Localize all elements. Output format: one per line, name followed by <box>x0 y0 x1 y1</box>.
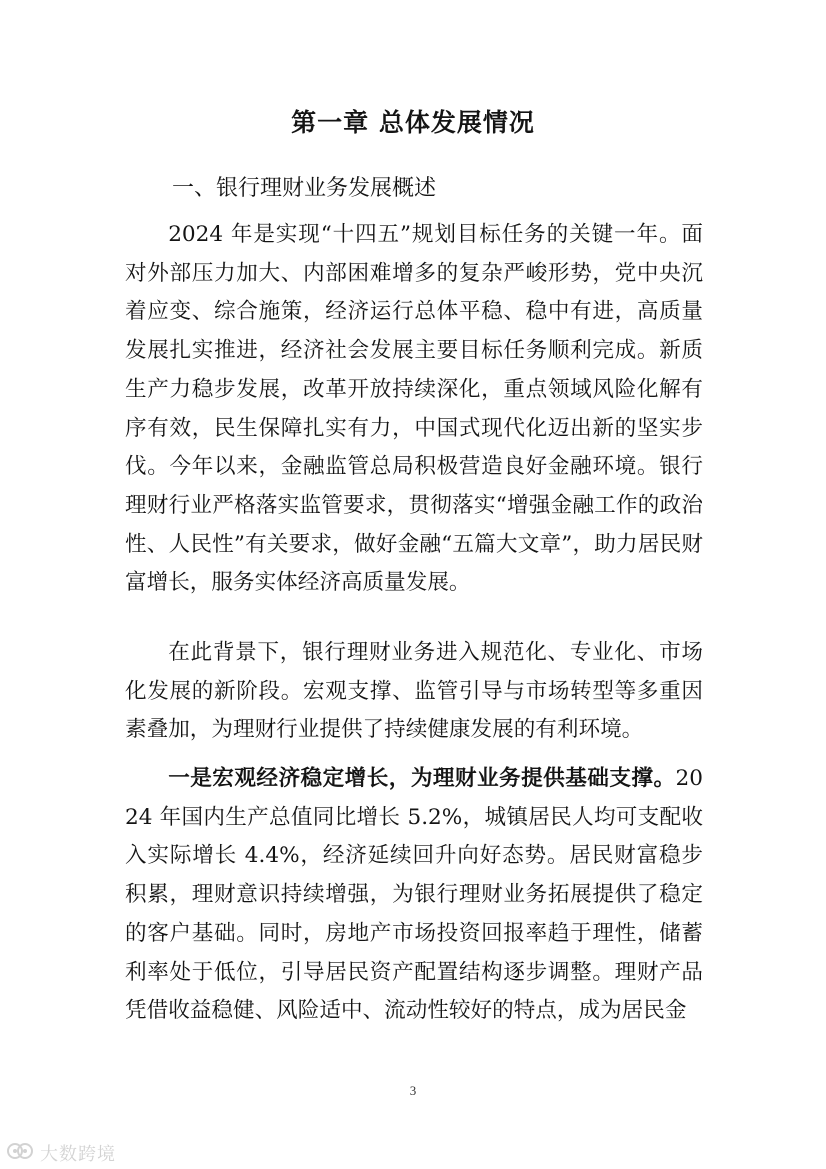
body-paragraph <box>125 634 703 750</box>
paragraph-text: 2024 年是实现“十四五”规划目标任务的关键一年。面对外部压力加大、内部困难增多的复杂严峻形势，党中央沉着应变、综合施策，经济运行总体平稳、稳中有进，高质量发展扎实推进，经济社会发展主要目标任务顺利完成。新质生产力稳步发展，改革开放持续深化，重点领域风险化解有序有效，民生保障扎实有力，中国式现代化迈出新的坚实步伐。今年以来，金融监管总局积极营造良好金融环境。银行理财行业严格落实监管要求，贯彻落实“增强金融工作的政治性、人民性”有关要求，做好金融“五篇大文章”，助力居民财富增长，服务实体经济高质量发展。 <box>125 222 703 596</box>
paragraph-text: 在此背景下，银行理财业务进入规范化、专业化、市场化发展的新阶段。宏观支撑、监管引导与市场转型等多重因素叠加，为理财行业提供了持续健康发展的有利环境。 <box>125 640 703 743</box>
paragraph-text: 2024 年国内生产总值同比增长 5.2%，城镇居民人均可支配收入实际增长 4.4%，经济延续回升向好态势。居民财富稳步积累，理财意识持续增强，为银行理财业务拓展提供了稳定的客户基础。同时，房地产市场投资回报率趋于理性，储蓄利率处于低位，引导居民资产配置结构逐步调整。理财产品凭借收益稳健、风险适中、流动性较好的特点，成为居民金 <box>125 766 703 1024</box>
page-number: 3 <box>409 1083 417 1098</box>
paragraph-lead-sentence: 一是宏观经济稳定增长，为理财业务提供基础支撑。 <box>168 766 676 791</box>
body-paragraph <box>125 216 703 603</box>
watermark-text: 大数跨境 <box>40 1144 116 1165</box>
watermark <box>6 1140 116 1166</box>
chapter-title: 第一章 总体发展情况 <box>291 108 535 137</box>
wechat-channel-logo-icon <box>6 1140 36 1166</box>
body-paragraph <box>125 760 703 1031</box>
section-heading: 一、银行理财业务发展概述 <box>172 176 437 201</box>
